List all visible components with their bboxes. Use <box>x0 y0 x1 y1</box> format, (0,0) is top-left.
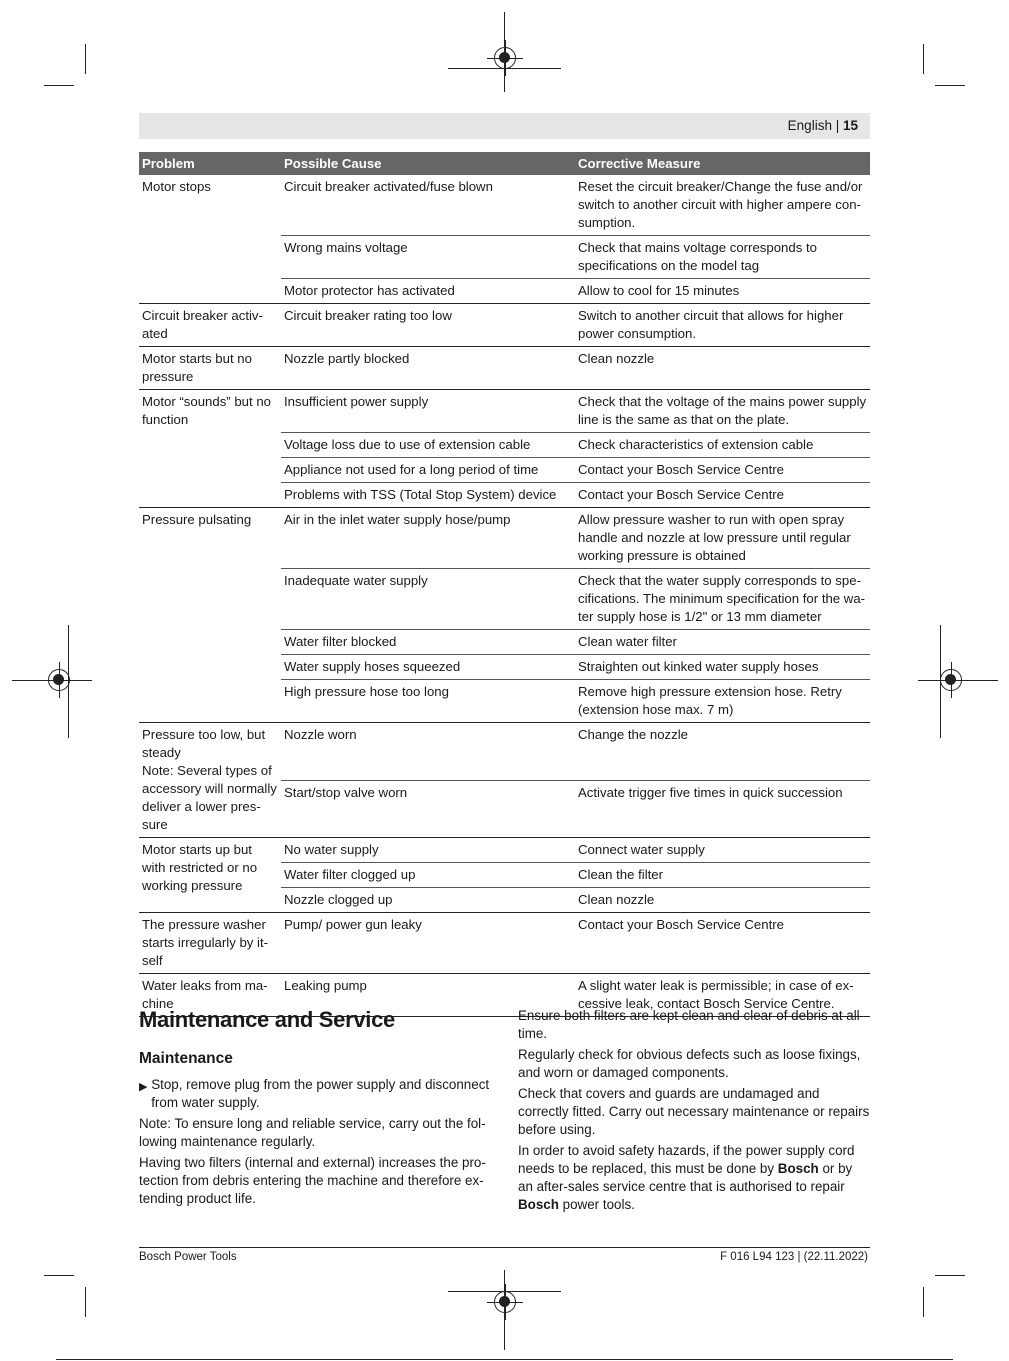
measure-cell: Allow pressure washer to run with open spray handle and nozzle at low pressure until regular working pressure is obtained <box>575 508 870 569</box>
measure-cell: Reset the circuit breaker/Change the fuse and/or switch to another circuit with higher ampere consumption. <box>575 175 870 236</box>
problem-cell: The pressure washer starts irregularly by itself <box>139 913 281 974</box>
measure-cell: Connect water supply <box>575 838 870 863</box>
column-header-problem: Problem <box>139 152 281 175</box>
paragraph: Regularly check for obvious defects such as loose fixings, and worn or damaged components. <box>518 1047 861 1080</box>
cause-cell: Start/stop valve worn <box>281 780 575 838</box>
table-row <box>139 175 870 236</box>
registration-target-icon <box>48 669 70 691</box>
footer-left: Bosch Power Tools <box>139 1251 237 1263</box>
footer-right: F 016 L94 123 | (22.11.2022) <box>720 1251 868 1263</box>
page-footer <box>139 1247 870 1263</box>
measure-cell: Contact your Bosch Service Centre <box>575 913 870 974</box>
table-row <box>139 508 870 569</box>
bullet-text: Stop, remove plug from the power supply and disconnect from water supply. <box>151 1077 490 1110</box>
measure-cell: A slight water leak is permissible; in case of excessive leak, contact Bosch Service Centre. <box>575 974 870 1017</box>
cause-cell: Water filter clogged up <box>281 863 575 888</box>
section-title: Maintenance and Service <box>139 1007 395 1032</box>
registration-target-icon <box>494 1291 516 1313</box>
column-header-cause: Possible Cause <box>281 152 575 175</box>
cause-cell: No water supply <box>281 838 575 863</box>
cause-cell: Leaking pump <box>281 974 575 1017</box>
page-header <box>139 113 870 139</box>
column-header-measure: Corrective Measure <box>575 152 870 175</box>
subsection-title: Maintenance <box>139 1050 233 1067</box>
measure-cell: Clean nozzle <box>575 347 870 390</box>
table-row <box>139 390 870 433</box>
measure-cell: Switch to another circuit that allows for higher power consumption. <box>575 304 870 347</box>
cause-cell: Circuit breaker rating too low <box>281 304 575 347</box>
left-column <box>139 1076 494 1211</box>
measure-cell: Check that the water supply corresponds to specifications. The minimum specification for the water supply hose is 1/2" or 13 mm diameter <box>575 569 870 630</box>
cause-cell: Appliance not used for a long period of time <box>281 458 575 483</box>
problem-cell: Water leaks from machine <box>139 974 281 1017</box>
measure-cell: Remove high pressure extension hose. Retry (extension hose max. 7 m) <box>575 680 870 723</box>
table-row <box>139 913 870 974</box>
measure-cell: Change the nozzle <box>575 723 870 781</box>
bullet-item <box>139 1076 494 1112</box>
measure-cell: Allow to cool for 15 minutes <box>575 279 870 304</box>
paragraph: Ensure both filters are kept clean and clear of debris at all time. <box>518 1008 860 1041</box>
troubleshooting-table <box>139 152 870 1017</box>
cause-cell: Nozzle partly blocked <box>281 347 575 390</box>
problem-cell: Pressure pulsating <box>139 508 281 723</box>
cause-cell: Circuit breaker activated/fuse blown <box>281 175 575 236</box>
cause-cell: High pressure hose too long <box>281 680 575 723</box>
problem-cell: Pressure too low, but steady Note: Several types of accessory will normally deliver a lower pressure <box>139 723 281 838</box>
cause-cell: Water filter blocked <box>281 630 575 655</box>
measure-cell: Check characteristics of extension cable <box>575 433 870 458</box>
paragraph: Having two filters (internal and external) increases the protection from debris entering the machine and therefore extending product life. <box>139 1155 486 1206</box>
paragraph: Note: To ensure long and reliable service, carry out the following maintenance regularly. <box>139 1116 486 1149</box>
triangle-bullet-icon: ▶ <box>139 1081 148 1093</box>
cause-cell: Nozzle clogged up <box>281 888 575 913</box>
measure-cell: Contact your Bosch Service Centre <box>575 458 870 483</box>
measure-cell: Clean the filter <box>575 863 870 888</box>
problem-cell: Motor “sounds” but no function <box>139 390 281 508</box>
measure-cell: Contact your Bosch Service Centre <box>575 483 870 508</box>
problem-cell: Motor starts but no pressure <box>139 347 281 390</box>
measure-cell: Activate trigger five times in quick succession <box>575 780 870 838</box>
measure-cell: Straighten out kinked water supply hoses <box>575 655 870 680</box>
registration-target-icon <box>940 669 962 691</box>
paragraph-power-cord: In order to avoid safety hazards, if the power supply cord needs to be replaced, this must be done by Bosch or by an after-sales service centre that is authorised to repair Bosch power tools. <box>518 1143 855 1212</box>
table-row <box>139 838 870 863</box>
table-row <box>139 723 870 781</box>
cause-cell: Inadequate water supply <box>281 569 575 630</box>
cause-cell: Nozzle worn <box>281 723 575 781</box>
right-column <box>518 1007 870 1217</box>
measure-cell: Check that mains voltage corresponds to specifications on the model tag <box>575 236 870 279</box>
cause-cell: Pump/ power gun leaky <box>281 913 575 974</box>
problem-cell: Motor starts up but with restricted or no working pressure <box>139 838 281 913</box>
header-text: English | 15 <box>787 118 858 133</box>
measure-cell: Check that the voltage of the mains power supply line is the same as that on the plate. <box>575 390 870 433</box>
table-row <box>139 347 870 390</box>
cause-cell: Insufficient power supply <box>281 390 575 433</box>
measure-cell: Clean water filter <box>575 630 870 655</box>
problem-cell: Motor stops <box>139 175 281 304</box>
cause-cell: Motor protector has activated <box>281 279 575 304</box>
cause-cell: Problems with TSS (Total Stop System) device <box>281 483 575 508</box>
table-row <box>139 304 870 347</box>
cause-cell: Wrong mains voltage <box>281 236 575 279</box>
cause-cell: Air in the inlet water supply hose/pump <box>281 508 575 569</box>
problem-cell: Circuit breaker activated <box>139 304 281 347</box>
registration-target-icon <box>494 47 516 69</box>
cause-cell: Water supply hoses squeezed <box>281 655 575 680</box>
paragraph: Check that covers and guards are undamaged and correctly fitted. Carry out necessary maintenance or repairs before using. <box>518 1086 870 1137</box>
measure-cell: Clean nozzle <box>575 888 870 913</box>
cause-cell: Voltage loss due to use of extension cable <box>281 433 575 458</box>
